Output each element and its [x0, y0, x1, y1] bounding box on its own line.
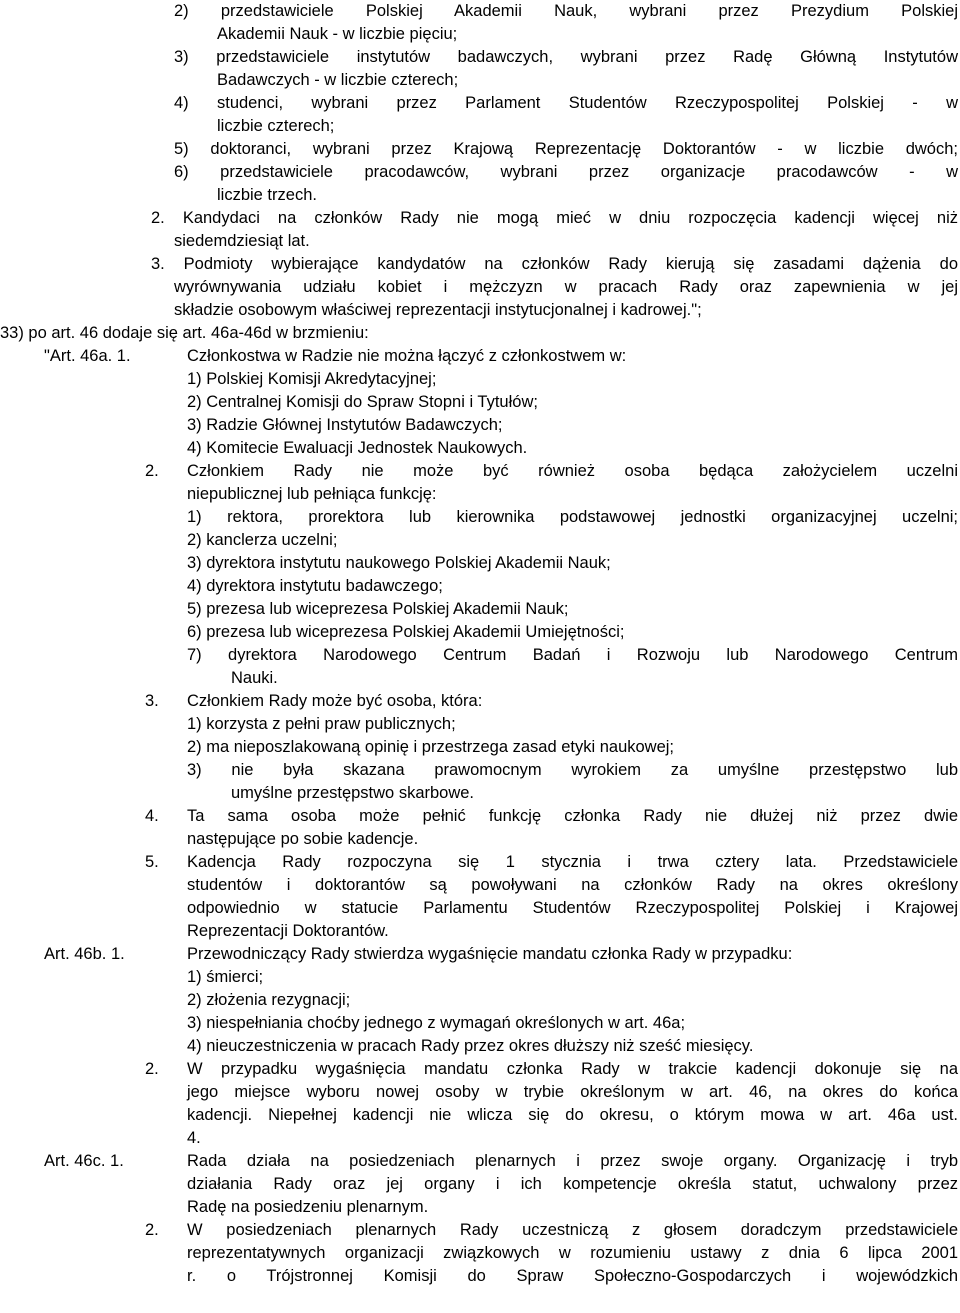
text-line: Badawczych - w liczbie czterech; [217, 71, 459, 89]
text-line: r. o Trójstronnej Komisji do Spraw Społeczno-Gospodarczych i wojewódzkich [187, 1267, 958, 1285]
text-line: niepublicznej lub pełniąca funkcję: [187, 485, 437, 503]
text-line: składzie osobowym właściwej reprezentacji instytucjonalnej i kadrowej."; [174, 301, 702, 319]
text-line: działania Rady oraz jej organy i ich kompetencje określa statut, uchwalony przez [187, 1175, 958, 1193]
text-line: 1) korzysta z pełni praw publicznych; [187, 715, 456, 733]
text-line: 5) prezesa lub wiceprezesa Polskiej Akademii Nauk; [187, 600, 569, 618]
paragraph-number: 3. [145, 692, 159, 710]
text-line: Przewodniczący Rady stwierdza wygaśnięcie mandatu członka Rady w przypadku: [187, 945, 793, 963]
text-line: 2) Centralnej Komisji do Spraw Stopni i Tytułów; [187, 393, 538, 411]
article-label: Art. 46b. 1. [44, 945, 125, 963]
text-line: 3) dyrektora instytutu naukowego Polskiej Akademii Nauk; [187, 554, 611, 572]
text-line: 2) przedstawiciele Polskiej Akademii Nauk, wybrani przez Prezydium Polskiej [174, 2, 958, 20]
paragraph-number: 2. [145, 1221, 159, 1239]
text-line: 6) przedstawiciele pracodawców, wybrani przez organizacje pracodawców - w [174, 163, 958, 181]
text-line: 2) ma nieposzlakowaną opinię i przestrzega zasad etyki naukowej; [187, 738, 675, 756]
text-line: 3) przedstawiciele instytutów badawczych, wybrani przez Radę Główną Instytutów [174, 48, 958, 66]
text-line: 4) dyrektora instytutu badawczego; [187, 577, 443, 595]
text-line: 2) złożenia rezygnacji; [187, 991, 351, 1009]
text-line: umyślne przestępstwo skarbowe. [231, 784, 475, 802]
text-line: Akademii Nauk - w liczbie pięciu; [217, 25, 458, 43]
text-line: 3) nie była skazana prawomocnym wyrokiem za umyślne przestępstwo lub [187, 761, 958, 779]
text-line: Kadencja Rady rozpoczyna się 1 stycznia i trwa cztery lata. Przedstawiciele [187, 853, 958, 871]
text-line: kadencji. Niepełnej kadencji nie wlicza się do okresu, o którym mowa w art. 46a ust. [187, 1106, 958, 1124]
paragraph-number: 2. [145, 1060, 159, 1078]
text-line: Rada działa na posiedzeniach plenarnych i przez swoje organy. Organizację i tryb [187, 1152, 958, 1170]
text-line: wyrównywania udziału kobiet i mężczyzn w pracach Rady oraz zapewnienia w jej [174, 278, 958, 296]
text-line: 2) kanclerza uczelni; [187, 531, 338, 549]
text-line: 6) prezesa lub wiceprezesa Polskiej Akademii Umiejętności; [187, 623, 625, 641]
text-line: Członkiem Rady może być osoba, która: [187, 692, 483, 710]
article-label: Art. 46c. 1. [44, 1152, 124, 1170]
text-line: Nauki. [231, 669, 278, 687]
text-line: 4) studenci, wybrani przez Parlament Studentów Rzeczypospolitej Polskiej - w [174, 94, 958, 112]
text-line: 4) Komitecie Ewaluacji Jednostek Naukowych. [187, 439, 528, 457]
text-line: W posiedzeniach plenarnych Rady uczestniczą z głosem doradczym przedstawiciele [187, 1221, 958, 1239]
text-line: 4. [187, 1129, 201, 1147]
paragraph-number: 4. [145, 807, 159, 825]
text-line: studentów i doktorantów są powoływani na członków Rady na okres określony [187, 876, 958, 894]
text-line: Ta sama osoba może pełnić funkcję członka Rady nie dłużej niż przez dwie [187, 807, 958, 825]
text-line: 3) niespełniania choćby jednego z wymagań określonych w art. 46a; [187, 1014, 686, 1032]
text-line: jego miejsce wyboru nowej osoby w trybie określonym w art. 46, na okres do końca [187, 1083, 958, 1101]
paragraph-number: 5. [145, 853, 159, 871]
text-line: liczbie czterech; [217, 117, 335, 135]
text-line: następujące po sobie kadencje. [187, 830, 419, 848]
text-line: 1) rektora, prorektora lub kierownika podstawowej jednostki organizacyjnej uczelni; [187, 508, 958, 526]
text-line: Członkiem Rady nie może być również osoba będąca założycielem uczelni [187, 462, 958, 480]
text-line: Reprezentacji Doktorantów. [187, 922, 389, 940]
text-line: 4) nieuczestniczenia w pracach Rady przez okres dłuższy niż sześć miesięcy. [187, 1037, 754, 1055]
text-line: 1) Polskiej Komisji Akredytacyjnej; [187, 370, 437, 388]
text-line: 3. Podmioty wybierające kandydatów na członków Rady kierują się zasadami dążenia do [151, 255, 958, 273]
paragraph-number: 2. [145, 462, 159, 480]
text-line: 5) doktoranci, wybrani przez Krajową Reprezentację Doktorantów - w liczbie dwóch; [174, 140, 958, 158]
article-label: "Art. 46a. 1. [44, 347, 131, 365]
text-line: odpowiednio w statucie Parlamentu Studentów Rzeczypospolitej Polskiej i Krajowej [187, 899, 958, 917]
text-line: reprezentatywnych organizacji związkowych w rozumieniu ustawy z dnia 6 lipca 2001 [187, 1244, 958, 1262]
text-line: 3) Radzie Głównej Instytutów Badawczych; [187, 416, 503, 434]
text-line: 2. Kandydaci na członków Rady nie mogą mieć w dniu rozpoczęcia kadencji więcej niż [151, 209, 958, 227]
text-line: 7) dyrektora Narodowego Centrum Badań i Rozwoju lub Narodowego Centrum [187, 646, 958, 664]
text-line: siedemdziesiąt lat. [174, 232, 310, 250]
text-line: liczbie trzech. [217, 186, 317, 204]
text-line: Radę na posiedzeniu plenarnym. [187, 1198, 429, 1216]
text-line: Członkostwa w Radzie nie można łączyć z członkostwem w: [187, 347, 627, 365]
text-line: 1) śmierci; [187, 968, 264, 986]
text-line: 33) po art. 46 dodaje się art. 46a-46d w brzmieniu: [0, 324, 369, 342]
text-line: W przypadku wygaśnięcia mandatu członka Rady w trakcie kadencji dokonuje się na [187, 1060, 958, 1078]
